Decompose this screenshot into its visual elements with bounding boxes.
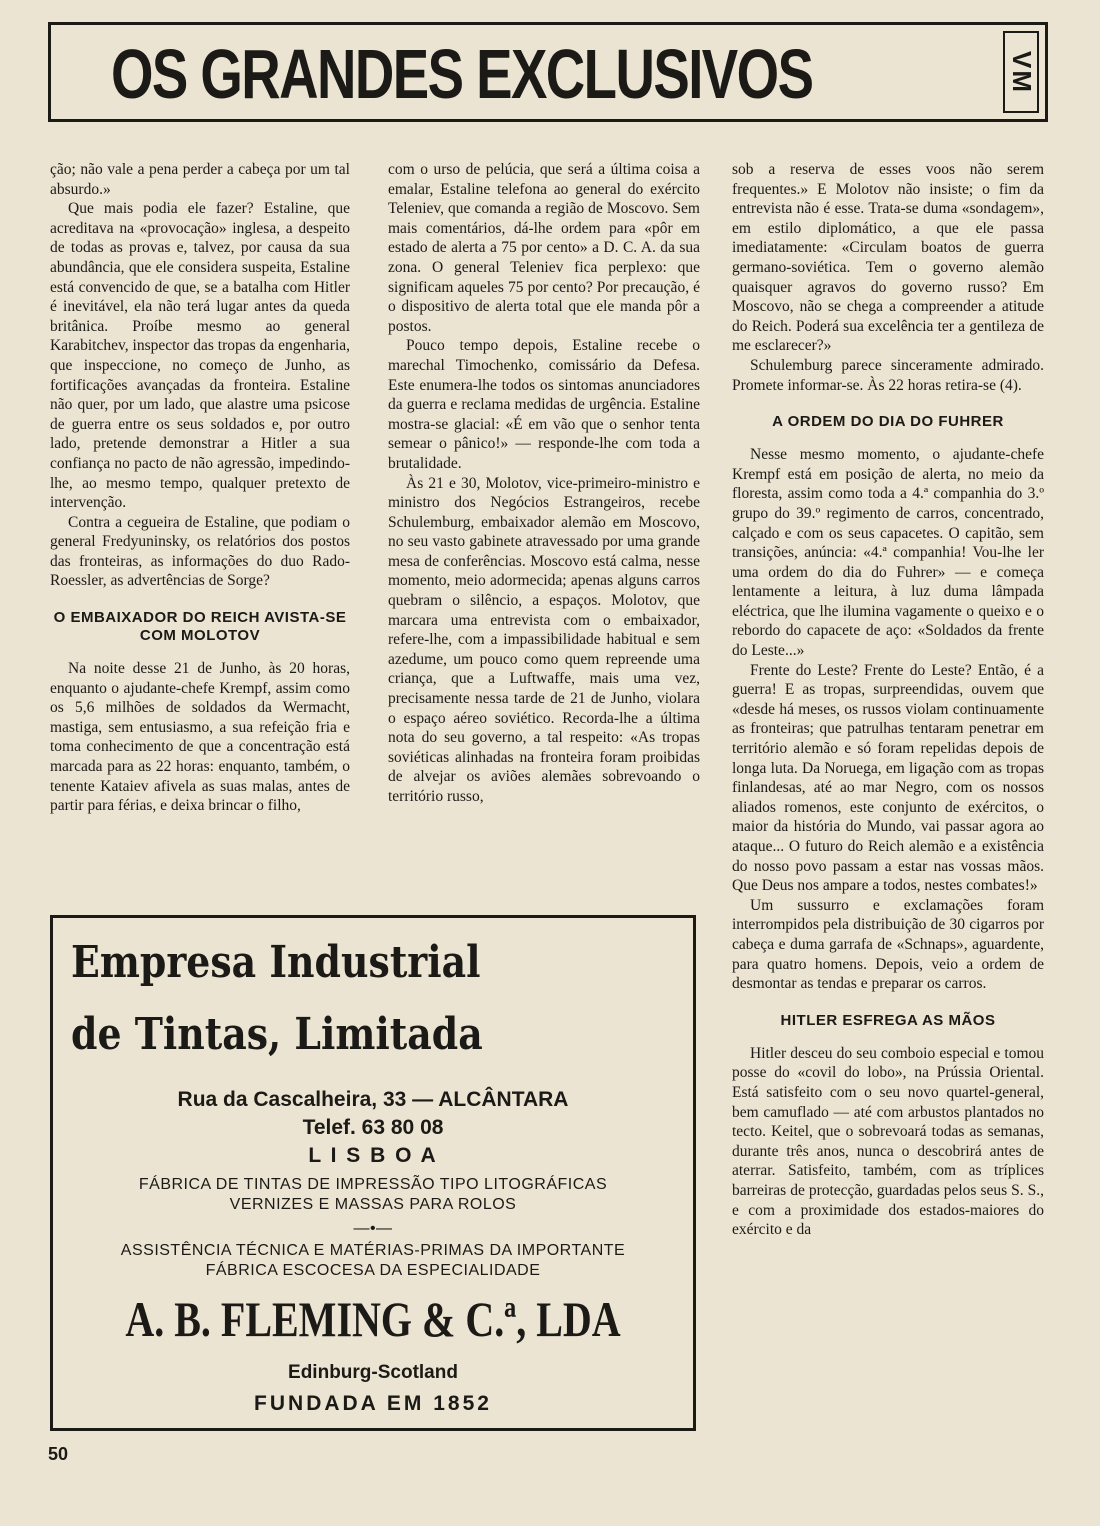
paragraph: Que mais podia ele fazer? Estaline, que acreditava na «provocação» inglesa, a despeito de todas as provas e, talvez, por causa da sua abundância, que ele considera suspeita, Estaline está convencido de que, se a batalha com Hitler é inevitável, ela não terá lugar antes da queda britânica. Proíbe mesmo ao general Karabitchev, inspector das tropas da engenharia, que inspeccione, no começo de Junho, as fortificações avançadas da fronteira. Estaline não quer, por um lado, que alastre uma psicose de guerra entre os seus soldados e, por outro lado, pretende demonstrar a Hitler a sua confiança no pacto de não agressão, impedindo-lhe, ao mesmo tempo, qualquer pretexto de intervenção.	[50, 200, 350, 512]
page-number: 50	[48, 1444, 69, 1464]
section-title: OS GRANDES EXCLUSIVOS	[111, 35, 813, 113]
subheading: HITLER ESFREGA AS MÃOS	[780, 1011, 996, 1029]
paragraph: Schulemburg parece sinceramente admirado. Promete informar-se. Às 22 horas retira-se (4).	[732, 356, 1044, 394]
article-column-1	[50, 160, 350, 816]
paragraph: Pouco tempo depois, Estaline recebe o marechal Timochenko, comissário da Defesa. Este enumera-lhe todos os sintomas anunciadores da guerra e reclama medidas de urgência. Estaline mostra-se glacial: «É em vão que o senhor tenta semear o pânico!» — responde-lhe com toda a brutalidade.	[388, 337, 700, 472]
article-column-3	[732, 160, 1044, 1240]
subheading: A ORDEM DO DIA DO FUHRER	[772, 413, 1004, 431]
ad-address: Rua da Cascalheira, 33 — ALCÂNTARA	[177, 1088, 569, 1111]
ad-founded: FUNDADA EM 1852	[254, 1392, 492, 1415]
ad-divider: —•—	[353, 1220, 393, 1237]
ad-partner-location: Edinburg-Scotland	[288, 1362, 458, 1383]
paragraph: Frente do Leste? Frente do Leste? Então, é a guerra! E as tropas, surpreendidas, ouvem que «desde há meses, os russos violam continuamente as fronteiras; que patrulhas tentaram penetrar em território alemão e só foram repelidas depois de longa luta. Da Noruega, em ligação com as tropas finlandesas, até ao mar Negro, com os nossos aliados romenos, este conjunto de exércitos, o maior da história do Mundo, vai passar agora ao ataque... O futuro do Reich alemão e a existência do nosso povo passam a estar nas vossas mãos. Que Deus nos ampare a todos, nestes combates!»	[732, 661, 1044, 895]
paragraph: Nesse mesmo momento, o ajudante-chefe Krempf está em posição de alerta, no meio da floresta, assim como toda a 4.ª companhia do 3.º grupo do 39.º regimento de carros, concentrado, calçado e com os seus capacetes. O capitão, sem transições, anúncia: «4.ª companhia! Vou-lhe ler uma ordem do dia do Fuhrer» — e começa lentamente a leitura, à luz duma lâmpada eléctrica, que lhe ilumina vagamente o queixo e o rebordo do capacete de aço: «Soldados da frente do Leste...»	[732, 446, 1044, 660]
subheading: O EMBAIXADOR DO REICH AVISTA-SE COM MOLOTOV	[53, 609, 347, 645]
magazine-logo-text: VM	[1006, 50, 1037, 94]
paragraph: Na noite desse 21 de Junho, às 20 horas, enquanto o ajudante-chefe Krempf, assim como os 5,6 milhões de soldados da Wermacht, mastiga, sem entusiasmo, a sua refeição fria e toma conhecimento de que a concentração está marcada para as 22 horas: enquanto, também, o tenente Kataiev afivela as suas malas, antes de partir para férias, e deixa brincar o filho,	[50, 660, 350, 815]
masthead	[48, 22, 1048, 122]
paragraph: Um sussurro e exclamações foram interrompidos pela distribuição de 30 cigarros por cabeça e duma garrafa de «Schnaps», aguardente, para quatro homens. Depois, veio a ordem de desmontar as tendas e preparar os carros.	[732, 896, 1044, 993]
ad-assistance-line-2: FÁBRICA ESCOCESA DA ESPECIALIDADE	[205, 1262, 541, 1279]
ad-company-name-line-2: de Tintas, Limitada	[71, 1009, 483, 1060]
ad-city: L I S B O A	[308, 1144, 438, 1167]
ad-assistance-line-1: ASSISTÊNCIA TÉCNICA E MATÉRIAS-PRIMAS DA IMPORTANTE	[120, 1242, 626, 1259]
ad-phone: Telef. 63 80 08	[302, 1116, 444, 1139]
magazine-logo	[1003, 31, 1039, 113]
article-column-2	[388, 160, 700, 807]
ad-products-line-1: FÁBRICA DE TINTAS DE IMPRESSÃO TIPO LITOGRÁFICAS	[138, 1176, 608, 1193]
ad-products-line-2: VERNIZES E MASSAS PARA ROLOS	[229, 1196, 517, 1213]
paragraph: Contra a cegueira de Estaline, que podiam o general Fredyuninsky, os relatórios dos postos das fronteiras, as informações do duo Rado-Roessler, as advertências de Sorge?	[50, 513, 350, 590]
paragraph: Às 21 e 30, Molotov, vice-primeiro-ministro e ministro dos Negócios Estrangeiros, recebe Schulemburg, embaixador alemão em Moscovo, no seu vasto gabinete atravessado por uma grande mesa de conferências. Moscovo está calma, nesse momento, meio adormecida; apenas alguns carros quebram o silêncio, a espaços. Molotov, que marcara uma entrevista com o embaixador, refere-lhe, com a impassibilidade habitual e sem azedume, um pouco como quem repreende uma criança, que a Luftwaffe, mais uma vez, precisamente nessa tarde de 21 de Junho, violara o espaço aéreo soviético. Recorda-lhe a última nota do seu governo, a tal respeito: «As tropas soviéticas alinhadas na fronteira foram proibidas de alvejar os aviões alemães sobrevoando o território russo,	[388, 474, 700, 805]
ad-company-name-line-1: Empresa Industrial	[71, 937, 481, 988]
ad-partner-name: A. B. FLEMING & C.ª, LDA	[125, 1291, 621, 1347]
paragraph: sob a reserva de esses voos não serem frequentes.» E Molotov não insiste; o fim da entrevista não é esse. Trata-se duma «sondagem», em estilo diplomático, a que ele passa imediatamente: «Circulam boatos de guerra germano-soviética. Tem o governo alemão quaisquer agravos do governo russo? Em Moscovo, não se chega a compreender a atitude do Reich. Poderá sua excelência ter a gentileza de me esclarecer?»	[732, 161, 1044, 355]
paragraph: ção; não vale a pena perder a cabeça por um tal absurdo.»	[50, 161, 350, 198]
paragraph: com o urso de pelúcia, que será a última coisa a emalar, Estaline telefona ao general do exército Teleniev, que comanda a região de Moscovo. Sem mais comentários, dá-lhe ordem para «pôr em estado de alerta a 75 por cento» a D. C. A. da sua zona. O general Teleniev fica perplexo: que significam aqueles 75 por cento? Por precaução, é o dispositivo de alerta total que ele manda pôr a postos.	[388, 161, 700, 335]
paragraph: Hitler desceu do seu comboio especial e tomou posse do «covil do lobo», na Prússia Oriental. Está satisfeito com o seu novo quartel-general, bem camuflado — até com arbustos plantados no tecto. Keitel, que o sobrevoará todas as semanas, durante três anos, nunca o descobrirá antes de aterrar. Satisfeito, também, com as tríplices barreiras de protecção, guardadas pelos seus S. S., e com a proximidade dos estados-maiores do exército e da	[732, 1044, 1044, 1239]
advertisement-box	[50, 915, 696, 1431]
